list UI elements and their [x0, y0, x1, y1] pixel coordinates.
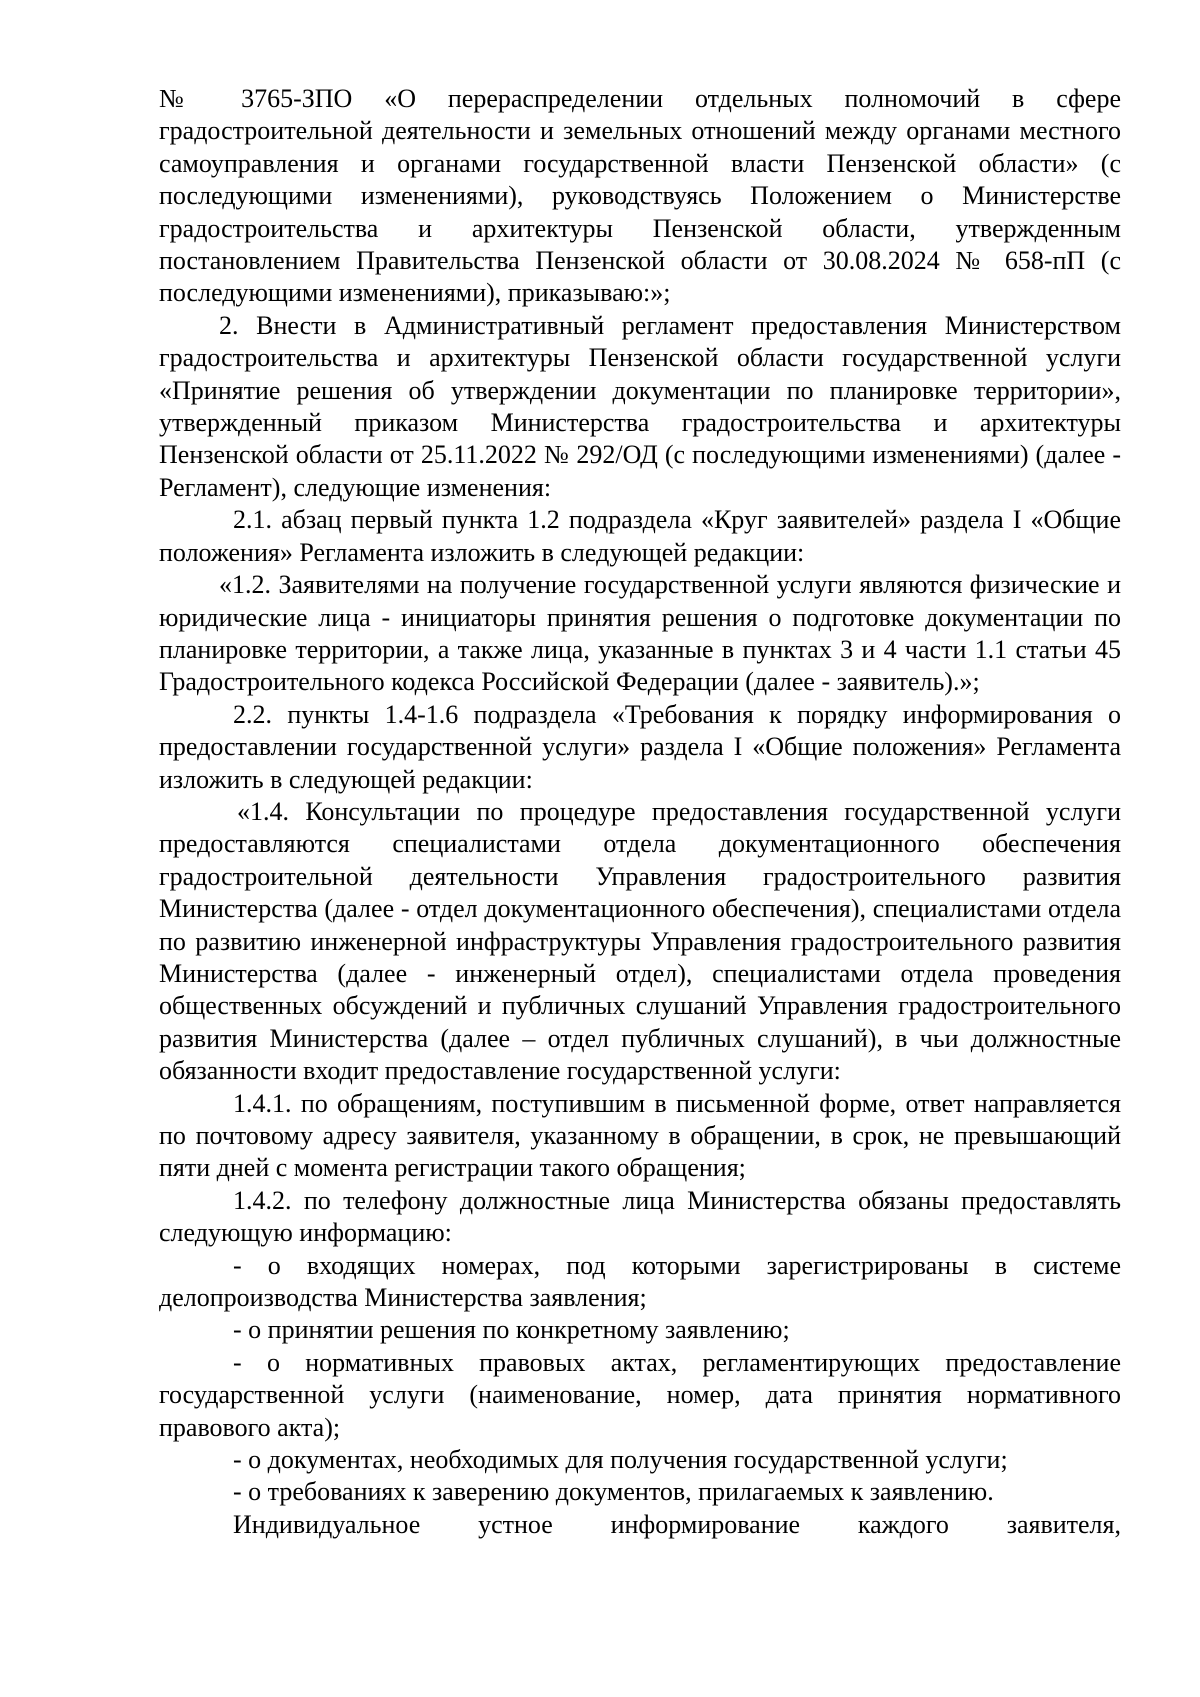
paragraph-item-2: 2. Внести в Административный регламент предоставления Министерством градостроительства и архитектуры Пензенской области государственной услуги «Принятие решения об утверждении документации по планировке территории», утвержденный приказом Министерства градостроительства и архитектуры Пензенской области от 25.11.2022 № 292/ОД (с последующими изменениями) (далее - Регламент), следующие изменения:	[159, 310, 1121, 502]
list-item-incoming-numbers: - о входящих номерах, под которыми зарегистрированы в системе делопроизводства Министерства заявления;	[159, 1250, 1121, 1313]
list-item-documents: - о документах, необходимых для получения государственной услуги;	[233, 1445, 1008, 1475]
list-item-legal-acts: - о нормативных правовых актах, регламентирующих предоставление государственной услуги (наименование, номер, дата принятия нормативного правового акта);	[159, 1347, 1121, 1442]
paragraph-clause-1-4: «1.4. Консультации по процедуре предоставления государственной услуги предоставляются специалистами отдела документационного обеспечения градостроительной деятельности Управления градостроительного развития Министерства (далее - отдел документационного обеспечения), специалистами отдела по развитию инженерной инфраструктуры Управления градостроительного развития Министерства (далее - инженерный отдел), специалистами отдела проведения общественных обсуждений и публичных слушаний Управления градостроительного развития Министерства (далее – отдел публичных слушаний), в чьи должностные обязанности входит предоставление государственной услуги:	[159, 796, 1121, 1086]
paragraph-law-reference: № 3765-ЗПО «О перераспределении отдельных полномочий в сфере градостроительной деятельности и земельных отношений между органами местного самоуправления и органами государственной власти Пензенской области» (с последующими изменениями), руководствуясь Положением о Министерстве градостроительства и архитектуры Пензенской области, утвержденным постановлением Правительства Пензенской области от 30.08.2024 № 658-пП (с последующими изменениями), приказываю:»;	[159, 84, 1121, 308]
paragraph-item-2-2: 2.2. пункты 1.4-1.6 подраздела «Требования к порядку информирования о предоставлении государственной услуги» раздела I «Общие положения» Регламента изложить в следующей редакции:	[159, 699, 1121, 794]
paragraph-item-2-1: 2.1. абзац первый пункта 1.2 подраздела «Круг заявителей» раздела I «Общие положения» Регламента изложить в следующей редакции:	[159, 505, 1121, 567]
list-item-decision: - о принятии решения по конкретному заявлению;	[233, 1315, 790, 1345]
paragraph-clause-1-4-1: 1.4.1. по обращениям, поступившим в письменной форме, ответ направляется по почтовому адресу заявителя, указанному в обращении, в срок, не превышающий пяти дней с момента регистрации такого обращения;	[159, 1088, 1121, 1183]
paragraph-individual-informing: Индивидуальное устное информирование каждого заявителя,	[233, 1509, 1121, 1539]
list-item-certification: - о требованиях к заверению документов, прилагаемых к заявлению.	[233, 1477, 994, 1507]
document-page	[159, 83, 1121, 1541]
paragraph-clause-1-4-2: 1.4.2. по телефону должностные лица Министерства обязаны предоставлять следующую информацию:	[159, 1185, 1121, 1248]
paragraph-clause-1-2: «1.2. Заявителями на получение государственной услуги являются физические и юридические лица - инициаторы принятия решения о подготовке документации по планировке территории, а также лица, указанные в пунктах 3 и 4 части 1.1 статьи 45 Градостроительного кодекса Российской Федерации (далее - заявитель).»;	[159, 570, 1121, 697]
